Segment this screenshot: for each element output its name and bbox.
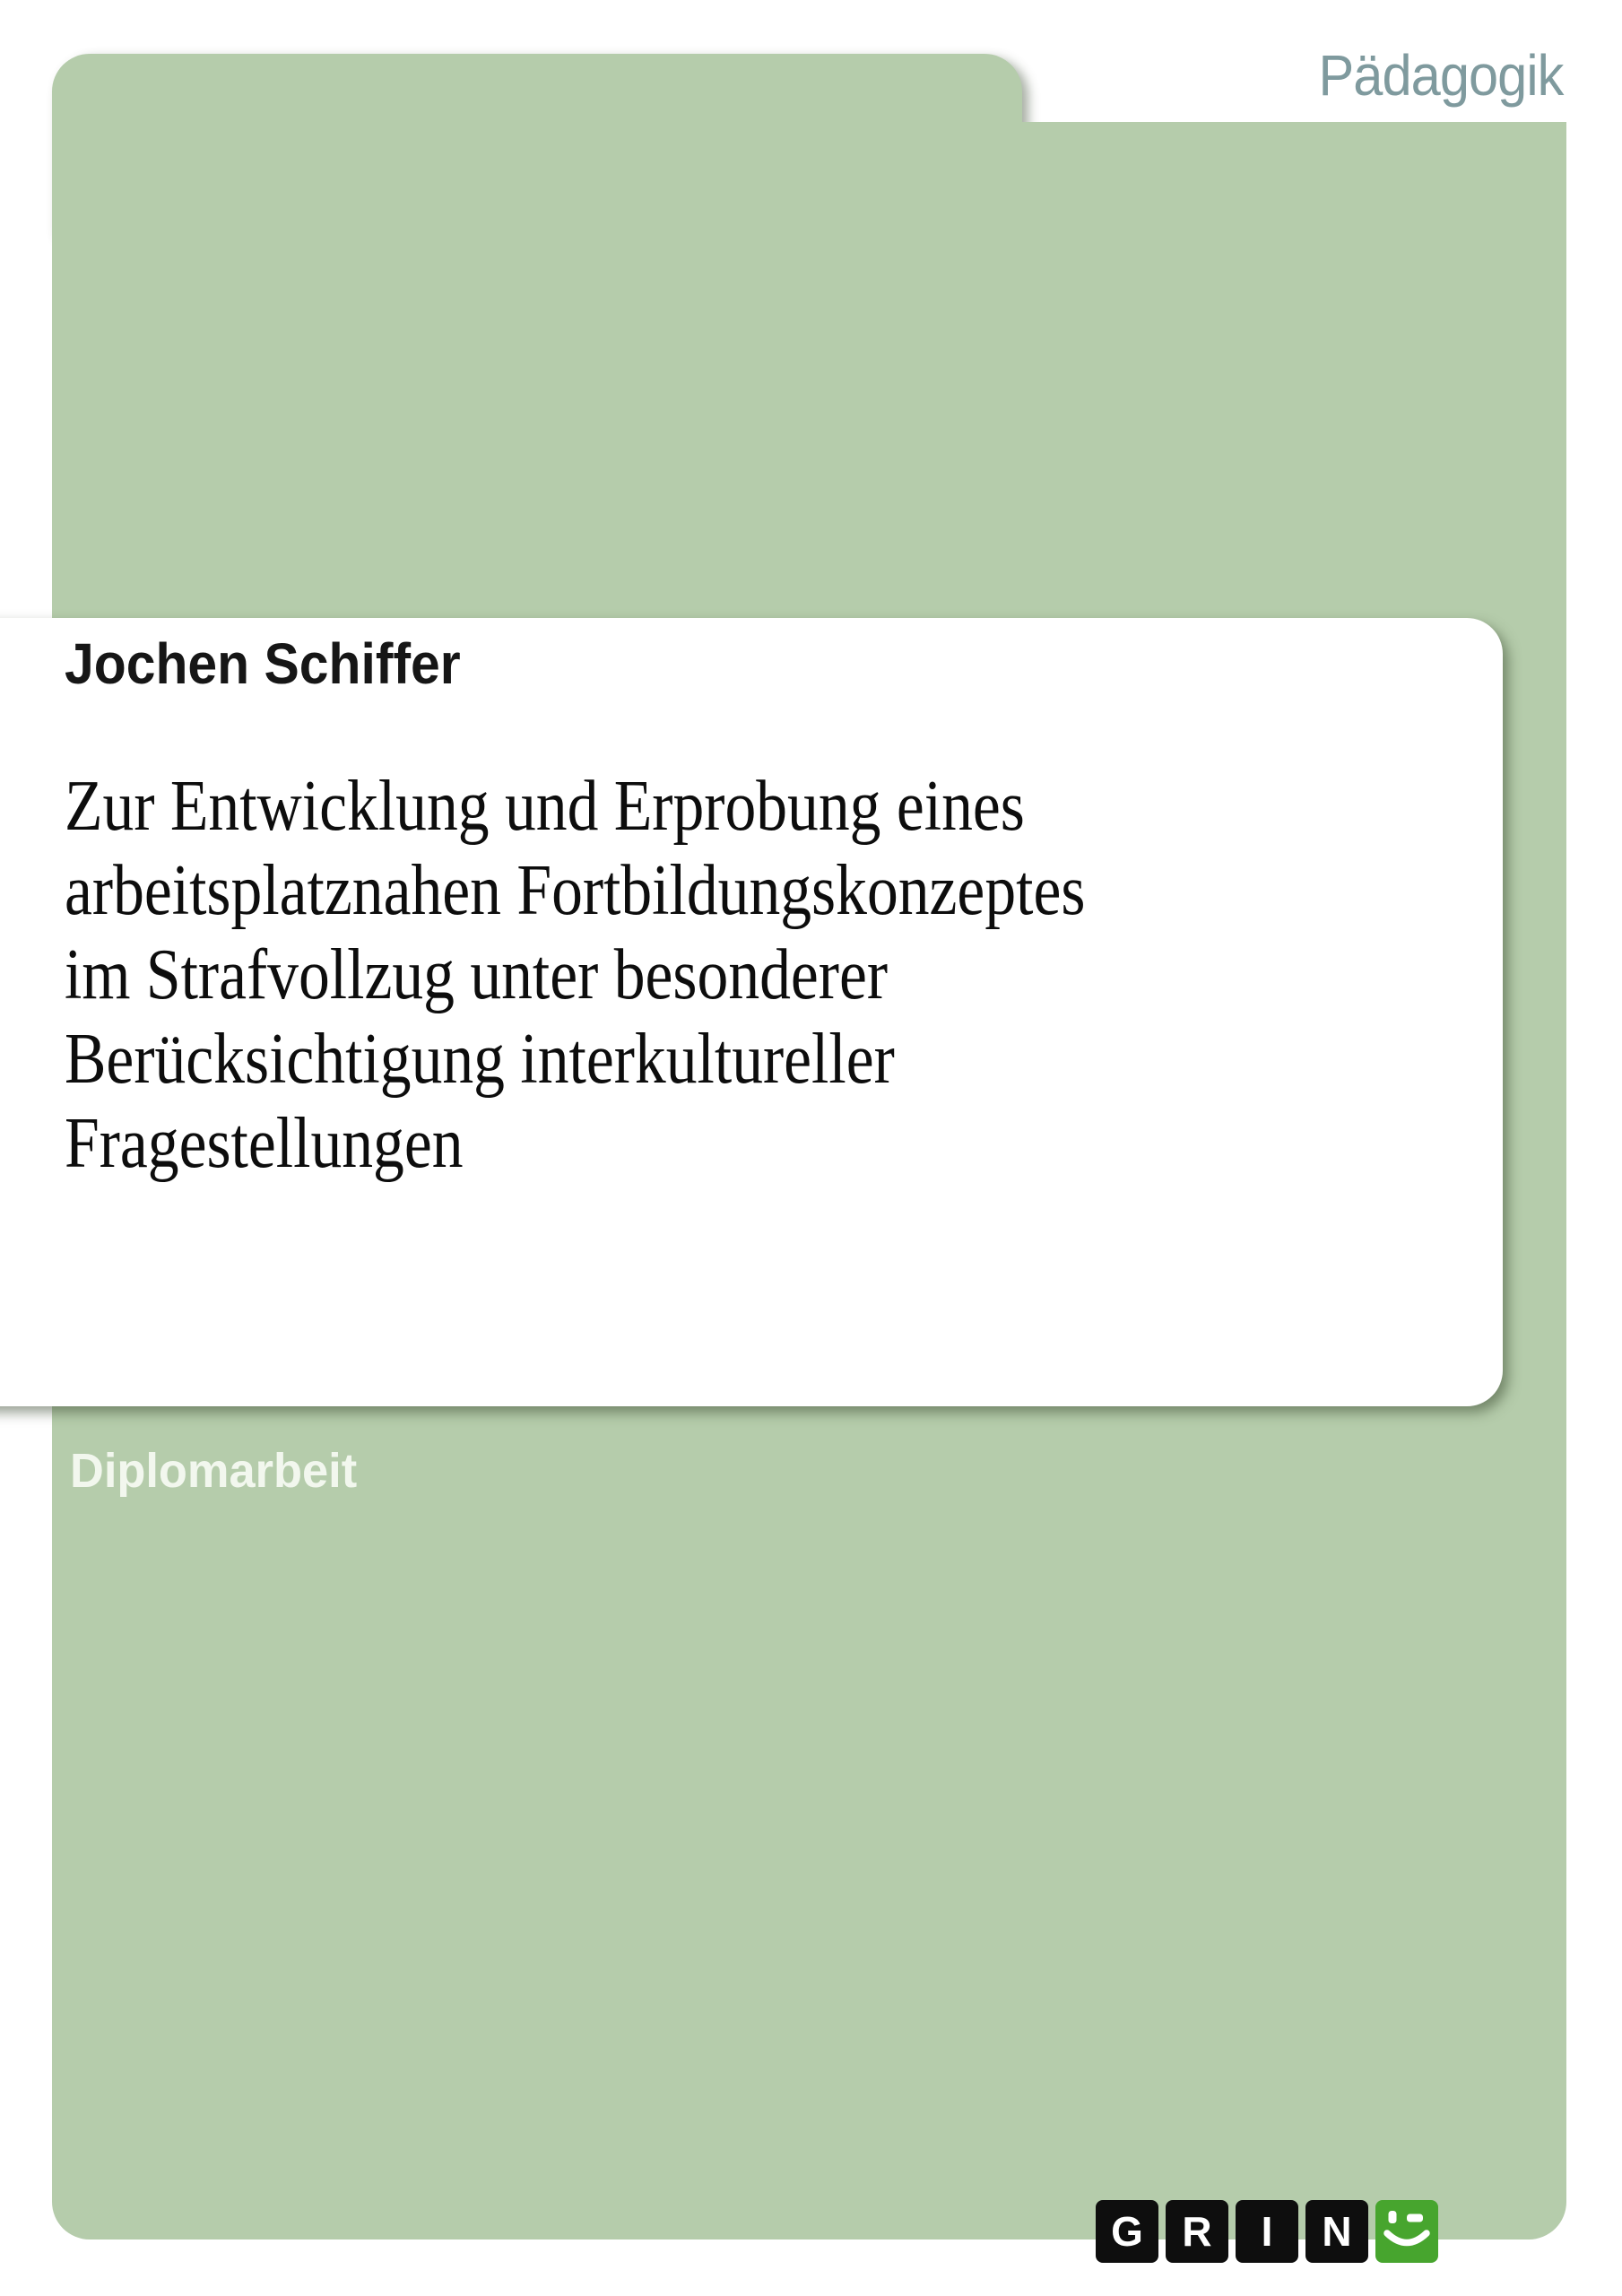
author-name: Jochen Schiffer	[65, 631, 461, 696]
category-label: Pädagogik	[1318, 43, 1563, 108]
logo-letter-g: G	[1096, 2200, 1158, 2263]
grin-logo	[1096, 2200, 1438, 2263]
book-title: Zur Entwicklung und Erprobung eines arbeitsplatznahen Fortbildungskonzeptes im Strafvollzug unter besonderer Berücksichtigung interkultureller Fragestellungen	[65, 767, 1086, 1183]
winking-smiley-icon	[1375, 2200, 1438, 2263]
logo-letter-i: I	[1236, 2200, 1298, 2263]
document-type-label: Diplomarbeit	[70, 1444, 358, 1498]
logo-letter-n: N	[1305, 2200, 1368, 2263]
logo-letter-r: R	[1166, 2200, 1228, 2263]
